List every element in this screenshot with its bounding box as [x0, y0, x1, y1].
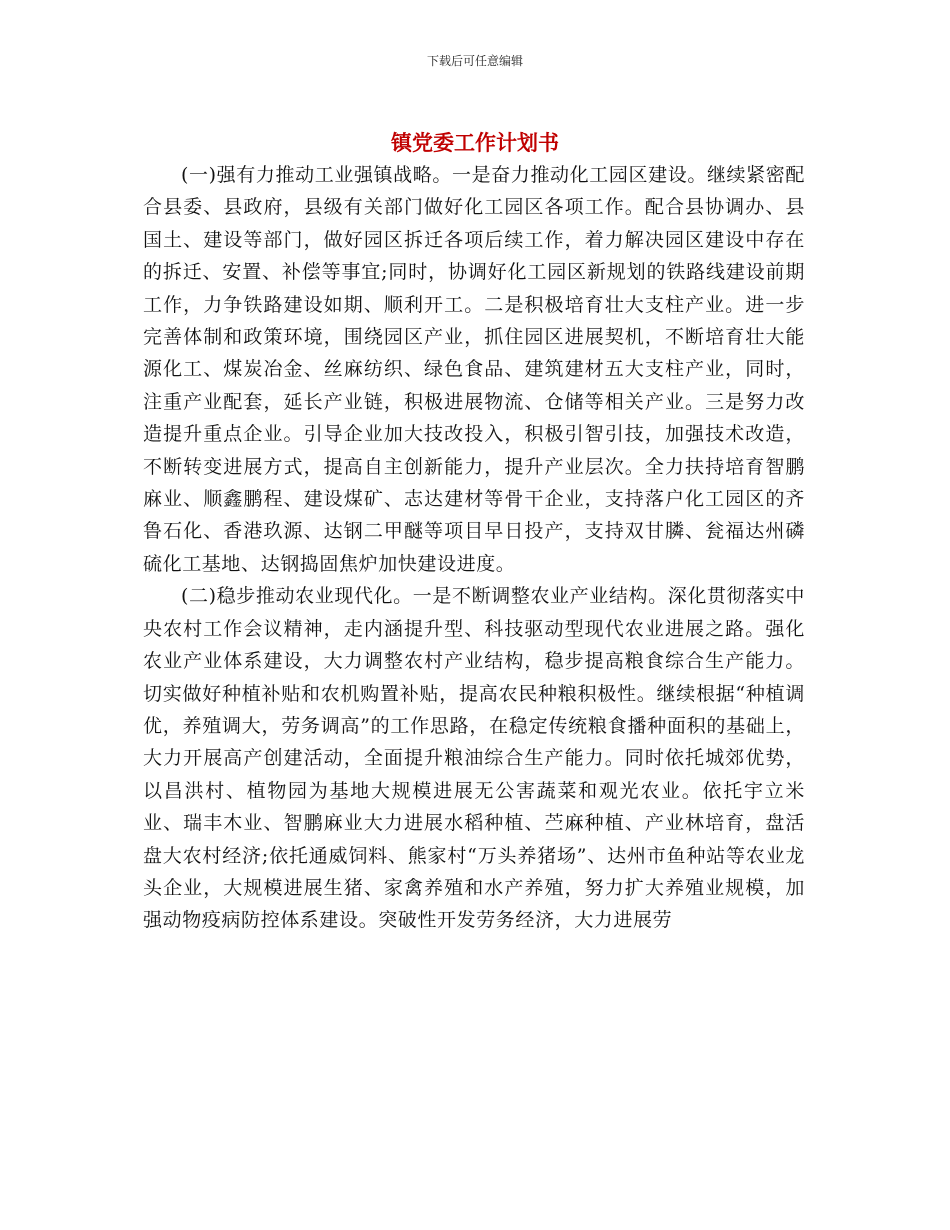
paragraph-agriculture: (二)稳步推动农业现代化。一是不断调整农业产业结构。深化贯彻落实中央农村工作会议精神，走内涵提升型、科技驱动型现代农业进展之路。强化农业产业体系建设，大力调整农村产业结构，稳步提高粮食综合生产能力。切实做好种植补贴和农机购置补贴，提高农民种粮积极性。继续根据“种植调优，养殖调大，劳务调高”的工作思路，在稳定传统粮食播种面积的基础上，大力开展高产创建活动，全面提升粮油综合生产能力。同时依托城郊优势，以昌洪村、植物园为基地大规模进展无公害蔬菜和观光农业。依托宇立米业、瑞丰木业、智鹏麻业大力进展水稻种植、苎麻种植、产业林培育，盘活盘大农村经济;依托通威饲料、熊家村“万头养猪场”、达州市鱼种站等农业龙头企业，大规模进展生猪、家禽养殖和水产养殖，努力扩大养殖业规模，加强动物疫病防控体系建设。突破性开发劳务经济，大力进展劳: [143, 585, 805, 932]
page-header: 下载后可任意编辑: [426, 54, 523, 68]
paragraph-industry: (一)强有力推动工业强镇战略。一是奋力推动化工园区建设。继续紧密配合县委、县政府，县级有关部门做好化工园区各项工作。配合县协调办、县国土、建设等部门，做好园区拆迁各项后续工作，着力解决园区建设中存在的拆迁、安置、补偿等事宜;同时，协调好化工园区新规划的铁路线建设前期工作，力争铁路建设如期、顺利开工。二是积极培育壮大支柱产业。进一步完善体制和政策环境，围绕园区产业，抓住园区进展契机，不断培育壮大能源化工、煤炭冶金、丝麻纺织、绿色食品、建筑建材五大支柱产业，同时，注重产业配套，延长产业链，积极进展物流、仓储等相关产业。三是努力改造提升重点企业。引导企业加大技改投入，积极引智引技，加强技术改造，不断转变进展方式，提高自主创新能力，提升产业层次。全力扶持培育智鹏麻业、顺鑫鹏程、建设煤矿、志达建材等骨干企业，支持落户化工园区的齐鲁石化、香港玖源、达钢二甲醚等项目早日投产，支持双甘膦、瓮福达州磷硫化工基地、达钢捣固焦炉加快建设进度。: [143, 164, 805, 575]
document-body: [143, 159, 805, 937]
document-title: 镇党委工作计划书: [391, 130, 559, 156]
